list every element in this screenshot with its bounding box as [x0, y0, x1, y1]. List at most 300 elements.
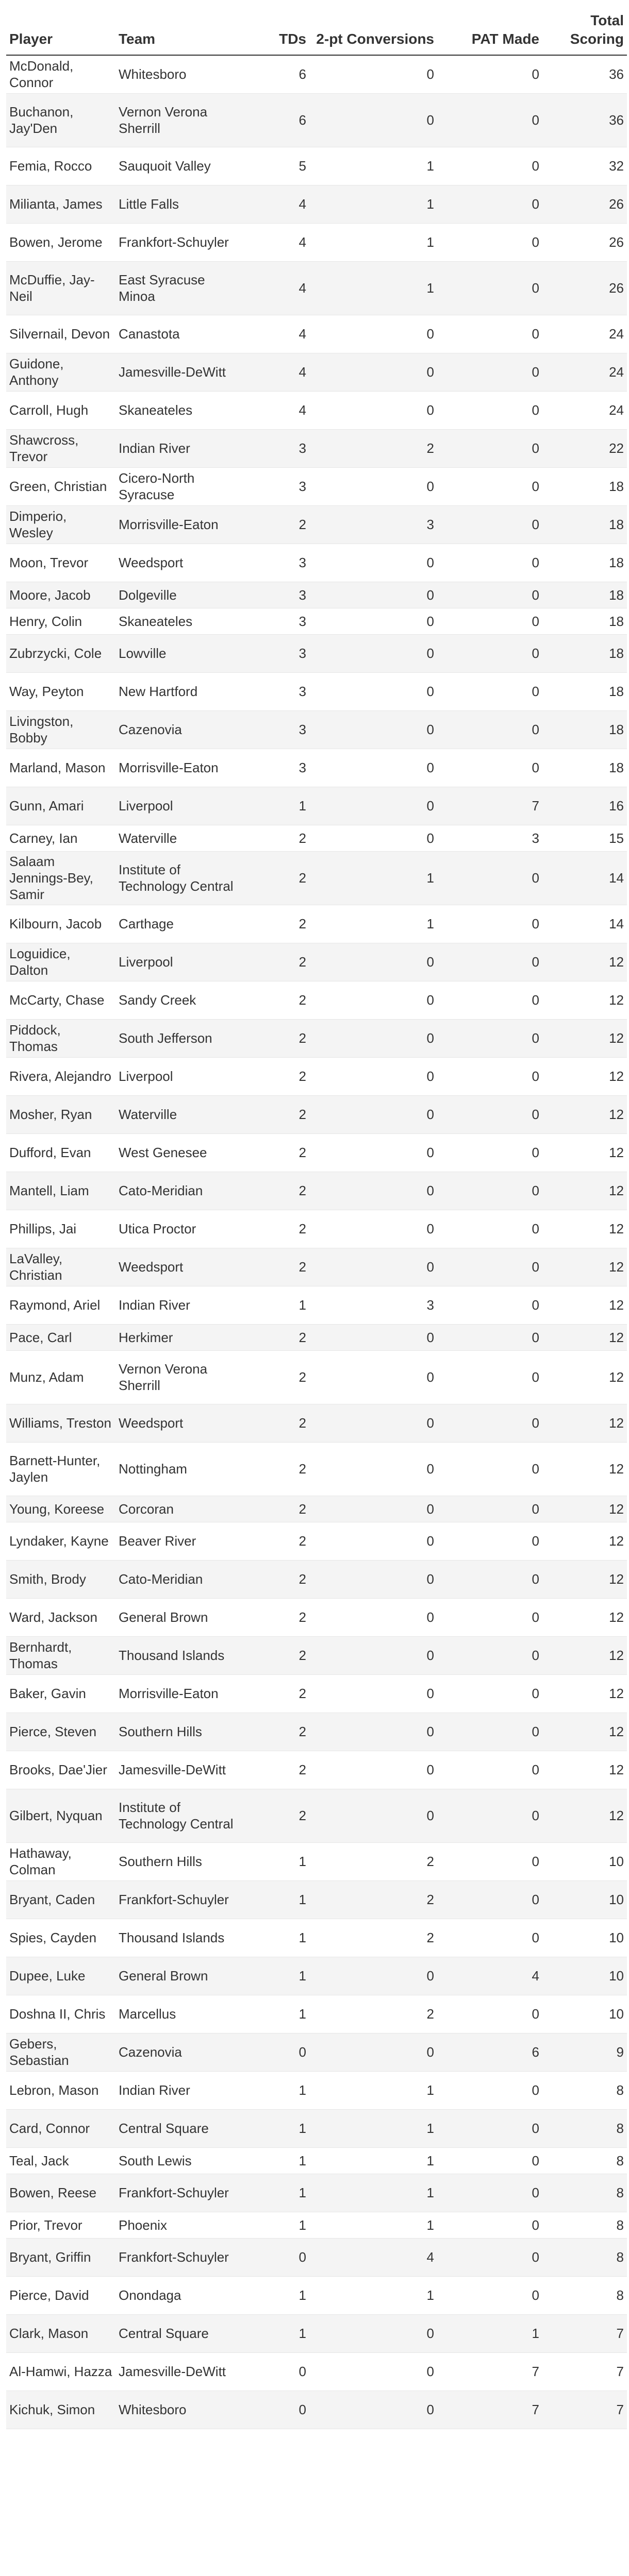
cell-2pt-conversions: 0	[426, 722, 434, 737]
scoring-table	[6, 0, 627, 2429]
cell-pat-made: 0	[532, 66, 539, 82]
cell-team: Nottingham	[119, 1461, 187, 1477]
cell-2pt-conversions: 0	[426, 992, 434, 1008]
table-row	[6, 2212, 627, 2238]
cell-pat-made: 0	[532, 1724, 539, 1739]
table-row	[6, 608, 627, 634]
cell-pat-made: 0	[532, 1329, 539, 1345]
cell-tds: 4	[299, 234, 306, 250]
cell-2pt-conversions: 2	[426, 1930, 434, 1945]
cell-tds: 3	[299, 440, 306, 456]
cell-team: Onondaga	[119, 2287, 181, 2303]
cell-tds: 3	[299, 646, 306, 661]
cell-tds: 2	[299, 870, 306, 886]
cell-player: Marland, Mason	[9, 760, 106, 775]
cell-2pt-conversions: 0	[426, 1329, 434, 1345]
column-header-pat-made[interactable]: PAT Made	[437, 0, 542, 55]
column-header-tds[interactable]: TDs	[237, 0, 309, 55]
cell-total-scoring: 9	[616, 2044, 624, 2060]
cell-2pt-conversions: 2	[426, 1892, 434, 1907]
cell-tds: 3	[299, 722, 306, 737]
cell-tds: 2	[299, 992, 306, 1008]
cell-total-scoring: 18	[609, 760, 624, 775]
table-row	[6, 2276, 627, 2314]
cell-total-scoring: 10	[609, 2006, 624, 2022]
cell-2pt-conversions: 0	[426, 364, 434, 380]
cell-player: Zubrzycki, Cole	[9, 646, 102, 661]
cell-total-scoring: 10	[609, 1968, 624, 1984]
cell-2pt-conversions: 1	[426, 280, 434, 296]
table-body	[6, 55, 627, 2429]
cell-total-scoring: 32	[609, 158, 624, 174]
cell-player: Pierce, David	[9, 2287, 89, 2303]
cell-pat-made: 0	[532, 1030, 539, 1046]
table-row	[6, 1751, 627, 1789]
cell-player: Card, Connor	[9, 2121, 90, 2136]
cell-team: New Hartford	[119, 684, 198, 699]
cell-2pt-conversions: 0	[426, 555, 434, 570]
cell-2pt-conversions: 0	[426, 479, 434, 494]
cell-pat-made: 0	[532, 517, 539, 532]
cell-player: Carroll, Hugh	[9, 402, 89, 418]
cell-2pt-conversions: 0	[426, 326, 434, 342]
cell-team: Sandy Creek	[119, 992, 196, 1008]
cell-2pt-conversions: 1	[426, 2121, 434, 2136]
cell-pat-made: 0	[532, 2249, 539, 2265]
table-row	[6, 1598, 627, 1636]
cell-tds: 4	[299, 326, 306, 342]
cell-player: Brooks, Dae'Jier	[9, 1762, 107, 1777]
cell-2pt-conversions: 0	[426, 66, 434, 82]
cell-team: Jamesville-DeWitt	[119, 2364, 226, 2379]
cell-2pt-conversions: 0	[426, 2326, 434, 2341]
cell-team: Cicero-North Syracuse	[119, 470, 195, 502]
cell-player: Moon, Trevor	[9, 555, 89, 570]
cell-pat-made: 0	[532, 2153, 539, 2168]
cell-player: Bryant, Caden	[9, 1892, 95, 1907]
table-row	[6, 1350, 627, 1404]
cell-tds: 3	[299, 587, 306, 603]
cell-team: Frankfort-Schuyler	[119, 2249, 229, 2265]
table-row	[6, 2238, 627, 2276]
cell-team: Vernon Verona Sherrill	[119, 1361, 208, 1393]
cell-tds: 2	[299, 1686, 306, 1701]
cell-total-scoring: 18	[609, 479, 624, 494]
cell-2pt-conversions: 1	[426, 2287, 434, 2303]
cell-pat-made: 0	[532, 613, 539, 629]
cell-2pt-conversions: 0	[426, 1968, 434, 1984]
cell-team: Central Square	[119, 2121, 209, 2136]
table-header	[6, 0, 627, 55]
cell-player: Pace, Carl	[9, 1329, 72, 1345]
cell-2pt-conversions: 1	[426, 234, 434, 250]
cell-pat-made: 0	[532, 326, 539, 342]
table-row	[6, 1496, 627, 1522]
cell-pat-made: 4	[532, 1968, 539, 1984]
cell-total-scoring: 12	[609, 954, 624, 970]
cell-player: Salaam Jennings-Bey, Samir	[9, 854, 93, 902]
cell-tds: 3	[299, 613, 306, 629]
cell-pat-made: 0	[532, 646, 539, 661]
table-row	[6, 2174, 627, 2212]
cell-pat-made: 0	[532, 234, 539, 250]
cell-2pt-conversions: 0	[426, 2402, 434, 2417]
cell-total-scoring: 12	[609, 1609, 624, 1625]
cell-player: LaValley, Christian	[9, 1251, 63, 1283]
cell-team: Thousand Islands	[119, 1930, 225, 1945]
cell-team: Carthage	[119, 916, 174, 931]
cell-pat-made: 0	[532, 2185, 539, 2200]
cell-team: Frankfort-Schuyler	[119, 234, 229, 250]
table-row	[6, 544, 627, 582]
cell-player: Silvernail, Devon	[9, 326, 110, 342]
cell-team: Thousand Islands	[119, 1648, 225, 1663]
cell-total-scoring: 18	[609, 646, 624, 661]
cell-team: Morrisville-Eaton	[119, 760, 219, 775]
cell-2pt-conversions: 0	[426, 1648, 434, 1663]
cell-tds: 1	[299, 2082, 306, 2098]
cell-team: Frankfort-Schuyler	[119, 2185, 229, 2200]
cell-2pt-conversions: 0	[426, 1369, 434, 1385]
cell-pat-made: 1	[532, 2326, 539, 2341]
cell-tds: 1	[299, 1892, 306, 1907]
cell-total-scoring: 18	[609, 555, 624, 570]
cell-total-scoring: 12	[609, 1648, 624, 1663]
table-row	[6, 147, 627, 185]
cell-tds: 3	[299, 760, 306, 775]
cell-2pt-conversions: 3	[426, 517, 434, 532]
cell-total-scoring: 8	[616, 2082, 624, 2098]
cell-tds: 5	[299, 158, 306, 174]
cell-tds: 0	[299, 2249, 306, 2265]
cell-player: Livingston, Bobby	[9, 714, 74, 745]
cell-team: South Lewis	[119, 2153, 192, 2168]
table-row	[6, 1095, 627, 1133]
cell-total-scoring: 12	[609, 1571, 624, 1587]
cell-pat-made: 0	[532, 112, 539, 128]
cell-player: Hathaway, Colman	[9, 1845, 72, 1877]
cell-tds: 1	[299, 1854, 306, 1869]
cell-tds: 4	[299, 364, 306, 380]
cell-total-scoring: 18	[609, 613, 624, 629]
cell-tds: 1	[299, 2287, 306, 2303]
table-row	[6, 1636, 627, 1674]
cell-pat-made: 0	[532, 2217, 539, 2233]
cell-pat-made: 0	[532, 1854, 539, 1869]
cell-team: Lowville	[119, 646, 167, 661]
table-row	[6, 1995, 627, 2033]
cell-tds: 1	[299, 2121, 306, 2136]
cell-player: Green, Christian	[9, 479, 107, 494]
table-row	[6, 467, 627, 505]
table-row	[6, 981, 627, 1019]
cell-team: Indian River	[119, 440, 190, 456]
cell-player: Guidone, Anthony	[9, 356, 64, 388]
cell-tds: 2	[299, 1415, 306, 1431]
cell-team: General Brown	[119, 1968, 208, 1984]
cell-player: Dufford, Evan	[9, 1145, 91, 1160]
table-row	[6, 185, 627, 223]
cell-tds: 3	[299, 684, 306, 699]
cell-pat-made: 7	[532, 2364, 539, 2379]
table-row	[6, 1404, 627, 1442]
cell-total-scoring: 12	[609, 1069, 624, 1084]
cell-pat-made: 0	[532, 1259, 539, 1275]
cell-player: Dimperio, Wesley	[9, 509, 67, 540]
cell-team: Frankfort-Schuyler	[119, 1892, 229, 1907]
cell-pat-made: 0	[532, 1808, 539, 1823]
cell-2pt-conversions: 2	[426, 2006, 434, 2022]
table-row	[6, 1919, 627, 1957]
cell-2pt-conversions: 1	[426, 196, 434, 212]
cell-2pt-conversions: 0	[426, 1461, 434, 1477]
cell-team: Cato-Meridian	[119, 1183, 203, 1198]
cell-2pt-conversions: 0	[426, 1686, 434, 1701]
table-row	[6, 1842, 627, 1880]
table-row	[6, 2352, 627, 2391]
cell-total-scoring: 7	[616, 2364, 624, 2379]
cell-player: Doshna II, Chris	[9, 2006, 106, 2022]
cell-pat-made: 0	[532, 916, 539, 931]
table-row	[6, 261, 627, 315]
cell-tds: 2	[299, 1221, 306, 1236]
cell-tds: 2	[299, 1030, 306, 1046]
cell-2pt-conversions: 1	[426, 2153, 434, 2168]
cell-player: Shawcross, Trevor	[9, 432, 79, 464]
cell-tds: 1	[299, 1297, 306, 1313]
cell-total-scoring: 7	[616, 2326, 624, 2341]
cell-pat-made: 0	[532, 1461, 539, 1477]
cell-player: McDonald, Connor	[9, 58, 74, 91]
cell-tds: 1	[299, 2217, 306, 2233]
cell-player: Barnett-Hunter, Jaylen	[9, 1453, 101, 1485]
cell-team: Dolgeville	[119, 587, 177, 603]
cell-team: Liverpool	[119, 954, 173, 970]
cell-team: Indian River	[119, 2082, 190, 2098]
cell-total-scoring: 8	[616, 2121, 624, 2136]
cell-pat-made: 0	[532, 555, 539, 570]
cell-player: Kichuk, Simon	[9, 2402, 95, 2417]
cell-pat-made: 0	[532, 870, 539, 886]
table-row	[6, 1522, 627, 1560]
cell-total-scoring: 26	[609, 280, 624, 296]
table-row	[6, 2033, 627, 2071]
cell-pat-made: 0	[532, 1571, 539, 1587]
cell-total-scoring: 12	[609, 1297, 624, 1313]
cell-team: Marcellus	[119, 2006, 176, 2022]
cell-team: Corcoran	[119, 1501, 174, 1517]
cell-tds: 2	[299, 1501, 306, 1517]
cell-pat-made: 0	[532, 440, 539, 456]
cell-tds: 2	[299, 954, 306, 970]
cell-player: Rivera, Alejandro	[9, 1069, 111, 1084]
cell-2pt-conversions: 1	[426, 870, 434, 886]
cell-pat-made: 0	[532, 1648, 539, 1663]
table-row	[6, 55, 627, 93]
cell-player: Moore, Jacob	[9, 587, 91, 603]
cell-team: Central Square	[119, 2326, 209, 2341]
cell-team: Southern Hills	[119, 1854, 202, 1869]
cell-player: Piddock, Thomas	[9, 1022, 61, 1054]
cell-2pt-conversions: 0	[426, 112, 434, 128]
cell-player: Dupee, Luke	[9, 1968, 86, 1984]
cell-team: Jamesville-DeWitt	[119, 364, 226, 380]
cell-tds: 2	[299, 830, 306, 846]
cell-2pt-conversions: 0	[426, 1415, 434, 1431]
cell-team: Weedsport	[119, 1259, 184, 1275]
table-row	[6, 1713, 627, 1751]
cell-2pt-conversions: 0	[426, 2364, 434, 2379]
cell-player: Pierce, Steven	[9, 1724, 97, 1739]
cell-pat-made: 0	[532, 587, 539, 603]
table-row	[6, 353, 627, 391]
cell-total-scoring: 12	[609, 1030, 624, 1046]
cell-2pt-conversions: 1	[426, 2217, 434, 2233]
cell-total-scoring: 8	[616, 2249, 624, 2265]
cell-team: Cazenovia	[119, 2044, 182, 2060]
cell-tds: 6	[299, 66, 306, 82]
cell-total-scoring: 12	[609, 1501, 624, 1517]
cell-player: Bryant, Griffin	[9, 2249, 91, 2265]
table-row	[6, 1019, 627, 1057]
cell-team: Weedsport	[119, 555, 184, 570]
table-row	[6, 1957, 627, 1995]
cell-2pt-conversions: 0	[426, 646, 434, 661]
cell-total-scoring: 12	[609, 1259, 624, 1275]
cell-tds: 1	[299, 798, 306, 814]
table-row	[6, 1133, 627, 1172]
cell-team: Whitesboro	[119, 66, 187, 82]
cell-player: Femia, Rocco	[9, 158, 92, 174]
cell-team: Liverpool	[119, 1069, 173, 1084]
cell-2pt-conversions: 0	[426, 587, 434, 603]
cell-player: Way, Peyton	[9, 684, 84, 699]
column-header-2pt-conversions[interactable]: 2-pt Conversions	[309, 0, 437, 55]
cell-player: Smith, Brody	[9, 1571, 86, 1587]
cell-player: Ward, Jackson	[9, 1609, 97, 1625]
cell-tds: 2	[299, 1329, 306, 1345]
table-row	[6, 1248, 627, 1286]
cell-team: Whitesboro	[119, 2402, 187, 2417]
cell-tds: 2	[299, 517, 306, 532]
cell-tds: 2	[299, 1183, 306, 1198]
cell-2pt-conversions: 0	[426, 2044, 434, 2060]
cell-tds: 1	[299, 2326, 306, 2341]
cell-player: Loguidice, Dalton	[9, 946, 71, 978]
cell-total-scoring: 18	[609, 722, 624, 737]
cell-total-scoring: 12	[609, 992, 624, 1008]
cell-player: Buchanon, Jay'Den	[9, 104, 74, 136]
cell-pat-made: 0	[532, 1686, 539, 1701]
cell-player: Munz, Adam	[9, 1369, 84, 1385]
cell-player: Spies, Cayden	[9, 1930, 97, 1945]
cell-player: Lyndaker, Kayne	[9, 1533, 109, 1549]
cell-2pt-conversions: 0	[426, 1571, 434, 1587]
cell-pat-made: 7	[532, 798, 539, 814]
table-row	[6, 1442, 627, 1496]
cell-2pt-conversions: 0	[426, 1724, 434, 1739]
table-row	[6, 1789, 627, 1842]
cell-2pt-conversions: 0	[426, 830, 434, 846]
cell-player: Phillips, Jai	[9, 1221, 77, 1236]
table-row	[6, 1286, 627, 1324]
cell-total-scoring: 8	[616, 2287, 624, 2303]
table-row	[6, 391, 627, 429]
cell-player: Mantell, Liam	[9, 1183, 89, 1198]
table-row	[6, 825, 627, 851]
cell-pat-made: 0	[532, 1501, 539, 1517]
table-row	[6, 2109, 627, 2147]
column-header-total-scoring[interactable]: Total Scoring	[542, 0, 627, 55]
cell-player: McDuffie, Jay-Neil	[9, 272, 95, 304]
cell-total-scoring: 24	[609, 326, 624, 342]
cell-tds: 1	[299, 2185, 306, 2200]
cell-team: Phoenix	[119, 2217, 167, 2233]
cell-pat-made: 0	[532, 402, 539, 418]
cell-total-scoring: 16	[609, 798, 624, 814]
table-row	[6, 1057, 627, 1095]
cell-total-scoring: 12	[609, 1329, 624, 1345]
table-row	[6, 2071, 627, 2109]
cell-team: Cato-Meridian	[119, 1571, 203, 1587]
cell-2pt-conversions: 0	[426, 1533, 434, 1549]
table-row	[6, 672, 627, 710]
cell-team: Indian River	[119, 1297, 190, 1313]
cell-pat-made: 0	[532, 992, 539, 1008]
column-header-player[interactable]: Player	[6, 0, 115, 55]
cell-total-scoring: 14	[609, 870, 624, 886]
column-header-team[interactable]: Team	[115, 0, 237, 55]
header-row	[6, 0, 627, 55]
cell-2pt-conversions: 0	[426, 402, 434, 418]
cell-2pt-conversions: 0	[426, 1259, 434, 1275]
cell-2pt-conversions: 0	[426, 1183, 434, 1198]
cell-player: Clark, Mason	[9, 2326, 89, 2341]
cell-2pt-conversions: 1	[426, 2185, 434, 2200]
cell-pat-made: 0	[532, 1609, 539, 1625]
cell-pat-made: 0	[532, 954, 539, 970]
cell-tds: 0	[299, 2402, 306, 2417]
cell-player: Bowen, Jerome	[9, 234, 103, 250]
cell-total-scoring: 14	[609, 916, 624, 931]
cell-team: Waterville	[119, 830, 177, 846]
cell-team: East Syracuse Minoa	[119, 272, 205, 304]
cell-player: Mosher, Ryan	[9, 1107, 92, 1122]
cell-tds: 3	[299, 479, 306, 494]
cell-tds: 1	[299, 1968, 306, 1984]
table-row	[6, 634, 627, 672]
cell-2pt-conversions: 2	[426, 1854, 434, 1869]
cell-team: Waterville	[119, 1107, 177, 1122]
cell-team: Southern Hills	[119, 1724, 202, 1739]
cell-total-scoring: 12	[609, 1724, 624, 1739]
cell-player: Carney, Ian	[9, 830, 78, 846]
table-row	[6, 851, 627, 905]
cell-total-scoring: 18	[609, 517, 624, 532]
cell-player: Kilbourn, Jacob	[9, 916, 102, 931]
cell-player: Milianta, James	[9, 196, 103, 212]
cell-pat-made: 0	[532, 1107, 539, 1122]
cell-tds: 2	[299, 1107, 306, 1122]
cell-pat-made: 0	[532, 1183, 539, 1198]
cell-pat-made: 3	[532, 830, 539, 846]
cell-player: McCarty, Chase	[9, 992, 105, 1008]
cell-total-scoring: 12	[609, 1686, 624, 1701]
cell-2pt-conversions: 0	[426, 1107, 434, 1122]
cell-tds: 4	[299, 196, 306, 212]
cell-pat-made: 0	[532, 479, 539, 494]
cell-2pt-conversions: 0	[426, 613, 434, 629]
